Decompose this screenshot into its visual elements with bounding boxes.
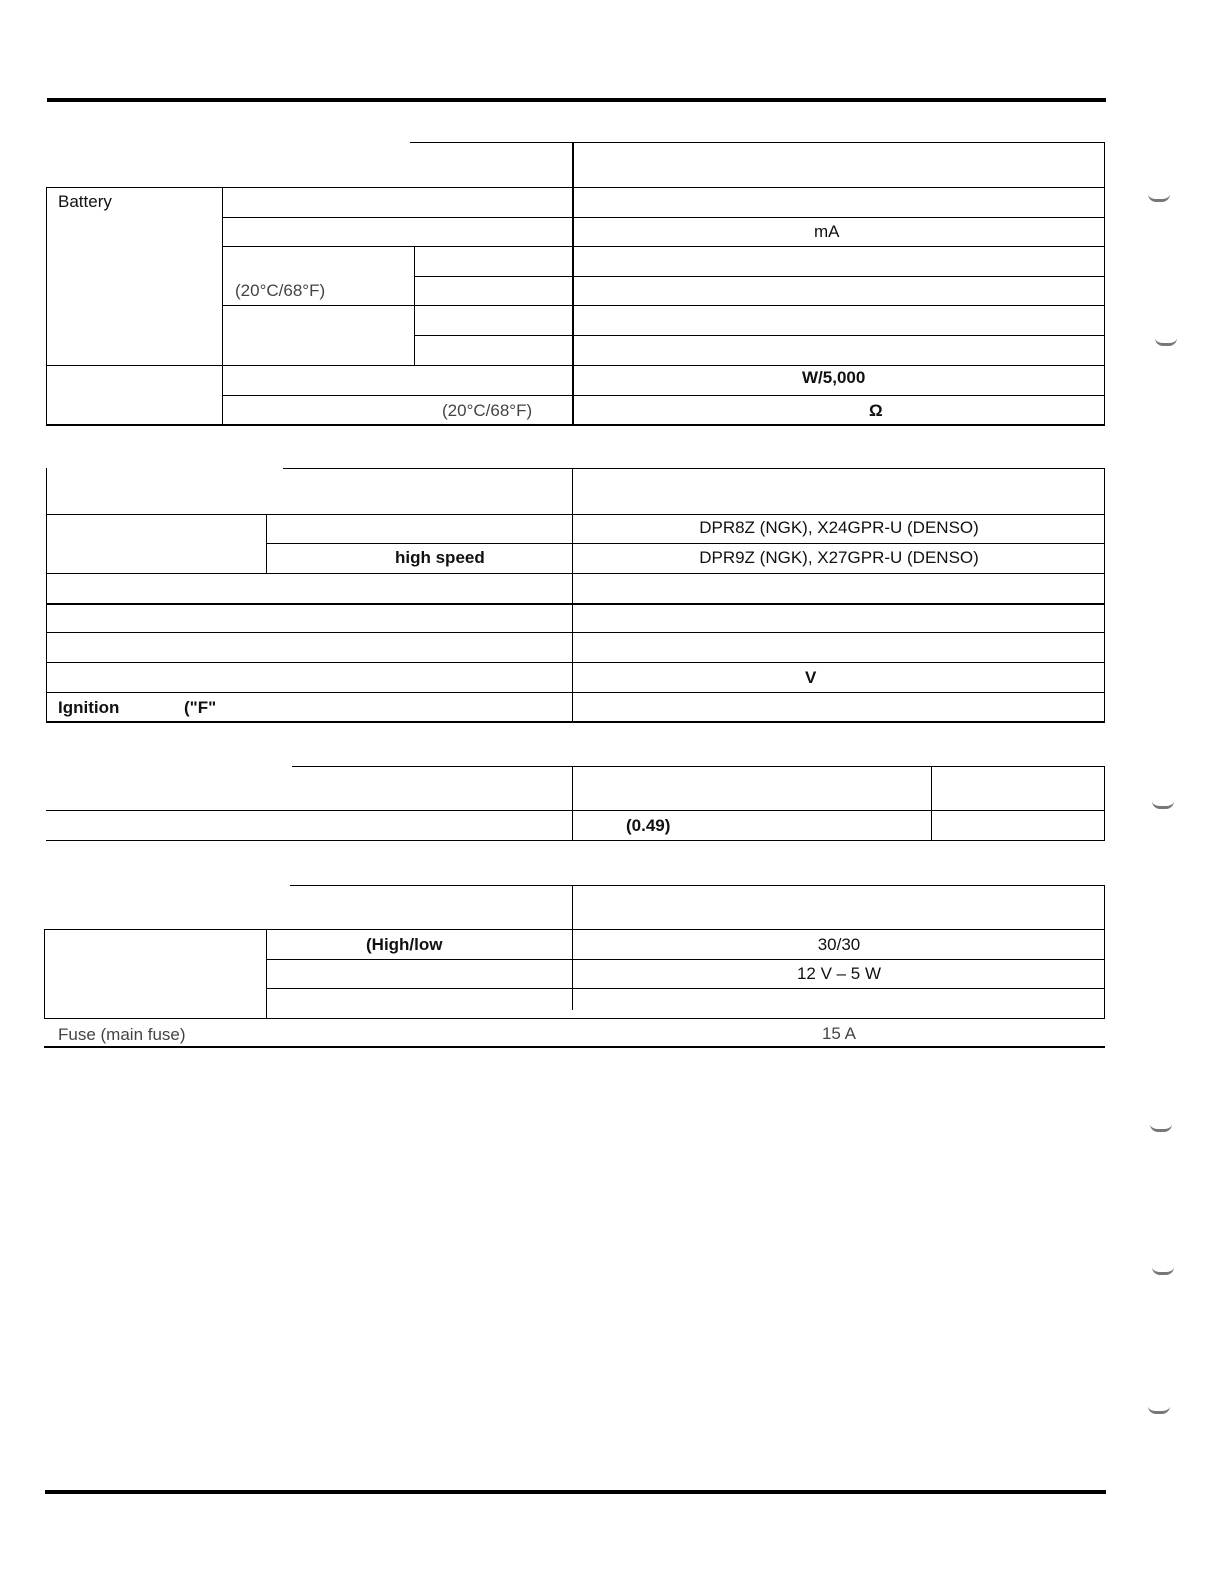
spark-plug-high-speed: DPR9Z (NGK), X27GPR-U (DENSO) xyxy=(699,548,979,567)
resistance-unit: Ω xyxy=(869,401,883,420)
battery-temp-label: (20°C/68°F) xyxy=(235,281,326,300)
binder-tab-mark xyxy=(1148,194,1170,202)
headlight-label: (High/low xyxy=(366,935,443,954)
battery-label: Battery xyxy=(58,192,112,211)
binder-tab-mark xyxy=(1150,1124,1172,1132)
alternator-capacity: W/5,000 xyxy=(802,368,866,387)
f-mark-label: ("F" xyxy=(184,698,217,717)
binder-tab-mark xyxy=(1155,338,1177,346)
bulb-value: 12 V – 5 W xyxy=(796,964,882,983)
spark-plug-standard: DPR8Z (NGK), X24GPR-U (DENSO) xyxy=(699,518,979,537)
bottom-rule xyxy=(45,1490,1106,1494)
voltage-unit: V xyxy=(805,668,817,687)
top-rule xyxy=(47,98,1106,102)
fuse-value: 15 A xyxy=(821,1024,857,1043)
current-unit: mA xyxy=(814,222,840,241)
pressure-value: (0.49) xyxy=(626,816,671,835)
binder-tab-mark xyxy=(1152,1267,1174,1275)
high-speed-label: high speed xyxy=(395,548,485,567)
binder-tab-mark xyxy=(1148,1406,1170,1414)
binder-tab-mark xyxy=(1152,801,1174,809)
headlight-value: 30/30 xyxy=(817,935,861,954)
ignition-timing-label: Ignition xyxy=(58,698,120,717)
coil-temp-label: (20°C/68°F) xyxy=(442,401,533,420)
fuse-label: Fuse (main fuse) xyxy=(58,1025,186,1044)
